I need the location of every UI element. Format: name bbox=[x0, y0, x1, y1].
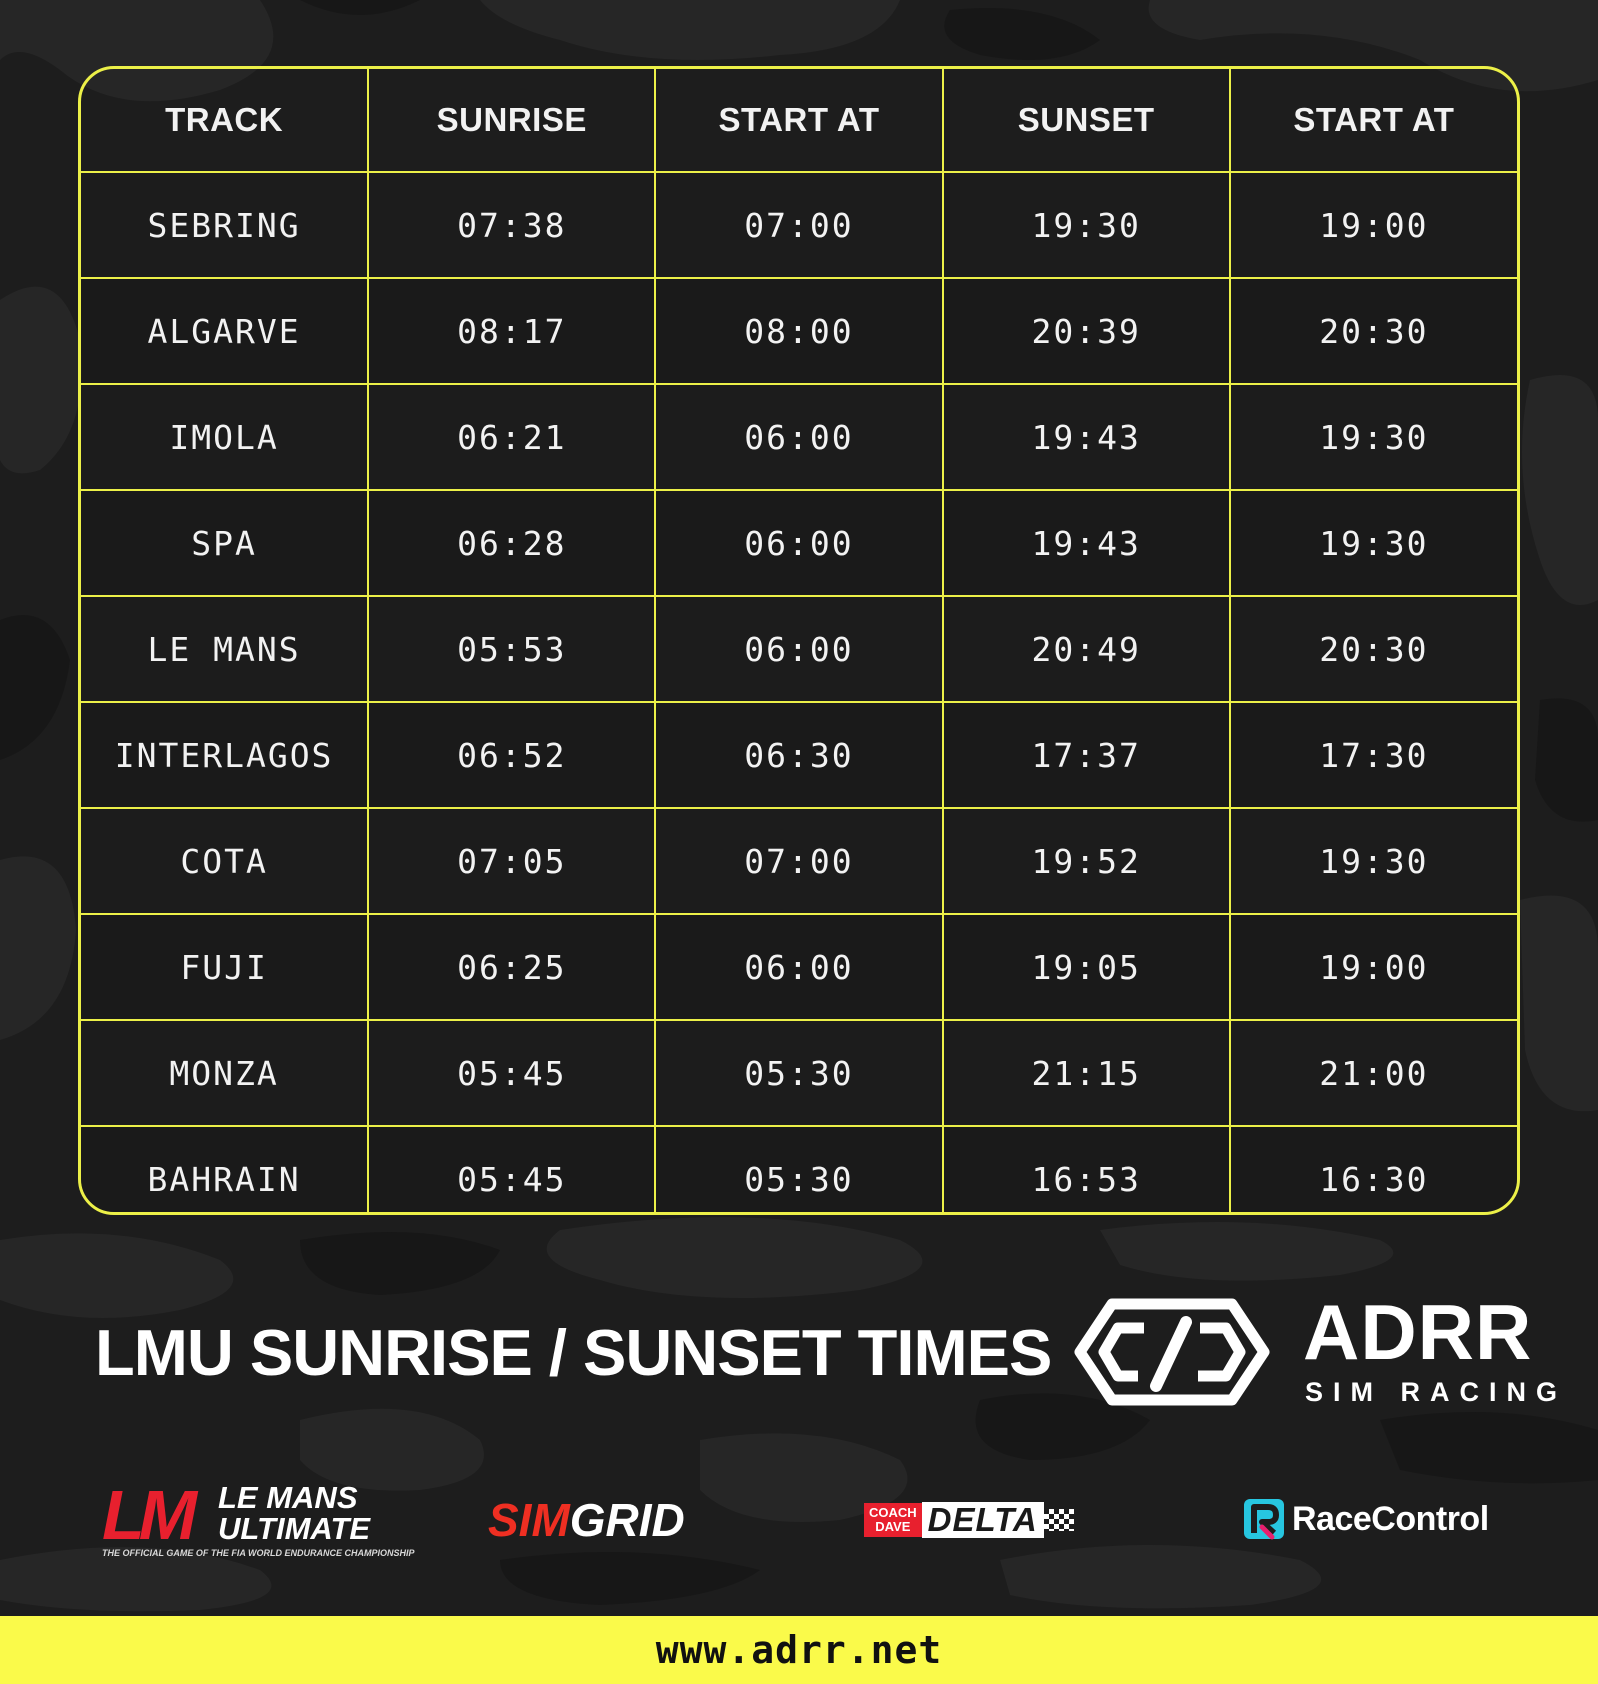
sunset-start-cell: 16:30 bbox=[1230, 1126, 1517, 1215]
sunrise-cell: 08:17 bbox=[368, 278, 655, 384]
sunset-cell: 19:52 bbox=[943, 808, 1230, 914]
delta-wordmark: DELTA bbox=[922, 1502, 1044, 1538]
brand-subtitle: SIM RACING bbox=[1305, 1377, 1567, 1407]
table-row bbox=[81, 1020, 1517, 1126]
racecontrol-logo bbox=[1242, 1497, 1489, 1543]
track-cell: SEBRING bbox=[81, 172, 368, 278]
sunrise-cell: 05:45 bbox=[368, 1126, 655, 1215]
sunrise-start-cell: 07:00 bbox=[655, 172, 942, 278]
table-row bbox=[81, 384, 1517, 490]
table-row bbox=[81, 596, 1517, 702]
sunset-cell: 20:49 bbox=[943, 596, 1230, 702]
coach-dave-badge bbox=[864, 1503, 922, 1537]
sunrise-start-cell: 06:30 bbox=[655, 702, 942, 808]
sunset-cell: 19:43 bbox=[943, 490, 1230, 596]
track-cell: COTA bbox=[81, 808, 368, 914]
brand-name: ADRR bbox=[1303, 1288, 1533, 1376]
sunset-start-cell: 21:00 bbox=[1230, 1020, 1517, 1126]
sunrise-cell: 06:21 bbox=[368, 384, 655, 490]
track-cell: FUJI bbox=[81, 914, 368, 1020]
column-header-sunset: SUNSET bbox=[943, 69, 1230, 172]
sunset-cell: 16:53 bbox=[943, 1126, 1230, 1215]
sunset-start-cell: 19:30 bbox=[1230, 384, 1517, 490]
racecontrol-name: RaceControl bbox=[1292, 1499, 1489, 1538]
adrr-hexagon-logo-icon bbox=[1074, 1298, 1270, 1406]
sunrise-start-cell: 06:00 bbox=[655, 914, 942, 1020]
sunrise-cell: 07:38 bbox=[368, 172, 655, 278]
sunrise-start-cell: 05:30 bbox=[655, 1126, 942, 1215]
track-cell: MONZA bbox=[81, 1020, 368, 1126]
sunrise-cell: 05:53 bbox=[368, 596, 655, 702]
coach-dave-delta-logo bbox=[864, 1502, 1074, 1540]
sunset-start-cell: 19:00 bbox=[1230, 172, 1517, 278]
coach-line2: DAVE bbox=[875, 1519, 911, 1534]
sunrise-start-cell: 05:30 bbox=[655, 1020, 942, 1126]
simgrid-part2: GRID bbox=[569, 1494, 685, 1546]
sunset-start-cell: 19:30 bbox=[1230, 490, 1517, 596]
table-row bbox=[81, 1126, 1517, 1215]
checkered-flag-icon bbox=[1044, 1509, 1074, 1531]
track-cell: LE MANS bbox=[81, 596, 368, 702]
sunset-start-cell: 20:30 bbox=[1230, 278, 1517, 384]
lmu-line1: LE MANS bbox=[218, 1480, 358, 1515]
sunset-cell: 19:43 bbox=[943, 384, 1230, 490]
table-header-row bbox=[81, 69, 1517, 172]
website-link[interactable]: www.adrr.net bbox=[655, 1628, 943, 1672]
track-cell: SPA bbox=[81, 490, 368, 596]
sunrise-cell: 06:25 bbox=[368, 914, 655, 1020]
lmu-wordmark bbox=[218, 1482, 370, 1544]
coach-line1: COACH bbox=[869, 1505, 917, 1520]
track-cell: INTERLAGOS bbox=[81, 702, 368, 808]
sunrise-cell: 06:28 bbox=[368, 490, 655, 596]
sunrise-start-cell: 06:00 bbox=[655, 490, 942, 596]
sunrise-cell: 05:45 bbox=[368, 1020, 655, 1126]
column-header-sunset-start: START AT bbox=[1230, 69, 1517, 172]
sunset-start-cell: 20:30 bbox=[1230, 596, 1517, 702]
sunset-start-cell: 19:30 bbox=[1230, 808, 1517, 914]
sunset-start-cell: 17:30 bbox=[1230, 702, 1517, 808]
sunset-cell: 19:05 bbox=[943, 914, 1230, 1020]
simgrid-part1: SIM bbox=[488, 1494, 570, 1546]
track-cell: ALGARVE bbox=[81, 278, 368, 384]
sunrise-cell: 07:05 bbox=[368, 808, 655, 914]
sunrise-start-cell: 07:00 bbox=[655, 808, 942, 914]
times-table-frame bbox=[78, 66, 1520, 1215]
sunset-start-cell: 19:00 bbox=[1230, 914, 1517, 1020]
column-header-sunrise-start: START AT bbox=[655, 69, 942, 172]
sunset-cell: 17:37 bbox=[943, 702, 1230, 808]
lmu-tagline: THE OFFICIAL GAME OF THE FIA WORLD ENDURANCE CHAMPIONSHIP bbox=[102, 1548, 415, 1558]
sunrise-start-cell: 08:00 bbox=[655, 278, 942, 384]
simgrid-logo bbox=[488, 1494, 685, 1546]
lmu-line2: ULTIMATE bbox=[218, 1511, 371, 1546]
sunrise-sunset-table bbox=[81, 69, 1517, 1215]
racecontrol-r-icon bbox=[1242, 1497, 1286, 1541]
track-cell: IMOLA bbox=[81, 384, 368, 490]
column-header-track: TRACK bbox=[81, 69, 368, 172]
sunrise-start-cell: 06:00 bbox=[655, 596, 942, 702]
column-header-sunrise: SUNRISE bbox=[368, 69, 655, 172]
footer-bar bbox=[0, 1616, 1598, 1684]
table-row bbox=[81, 914, 1517, 1020]
table-row bbox=[81, 490, 1517, 596]
sunset-cell: 20:39 bbox=[943, 278, 1230, 384]
track-cell: BAHRAIN bbox=[81, 1126, 368, 1215]
sunset-cell: 19:30 bbox=[943, 172, 1230, 278]
page-title: LMU SUNRISE / SUNSET TIMES bbox=[95, 1316, 1052, 1389]
table-row bbox=[81, 172, 1517, 278]
sunrise-cell: 06:52 bbox=[368, 702, 655, 808]
table-row bbox=[81, 278, 1517, 384]
sunrise-start-cell: 06:00 bbox=[655, 384, 942, 490]
table-row bbox=[81, 808, 1517, 914]
lmu-monogram: LM bbox=[102, 1476, 192, 1554]
le-mans-ultimate-logo bbox=[102, 1476, 415, 1564]
sunset-cell: 21:15 bbox=[943, 1020, 1230, 1126]
table-row bbox=[81, 702, 1517, 808]
